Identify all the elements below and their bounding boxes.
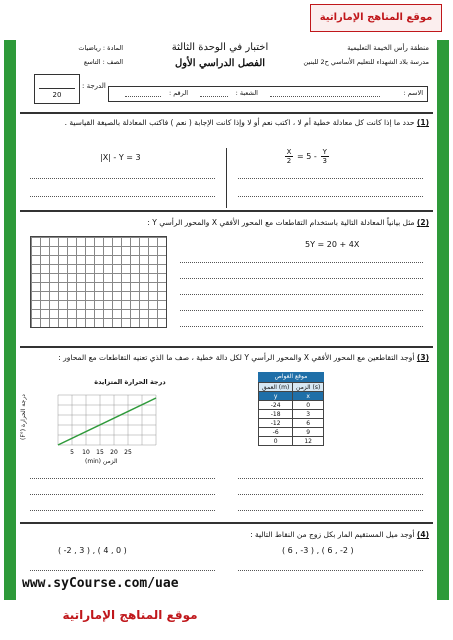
table-cell: 9 xyxy=(293,428,324,437)
logo-text: موقع المناهج الإماراتية xyxy=(319,12,433,23)
q3-xtick-3: 15 xyxy=(96,449,104,456)
table-cell: 3 xyxy=(293,410,324,419)
q1-number: (1) xyxy=(416,118,429,127)
q2-answer-line-5[interactable] xyxy=(180,326,423,327)
q3-text: أوجد التقاطعين مع المحور الأفقي X والمحور الرأسي Y لكل دالة خطية ، صف ما الذي تعنيه التقاطعات مع المحاور : xyxy=(58,353,415,362)
divider-4 xyxy=(20,522,433,524)
table-cell: -24 xyxy=(259,401,293,410)
q1-divider-vertical xyxy=(226,148,227,208)
student-info-row xyxy=(108,86,428,102)
q4-answer-line-2[interactable] xyxy=(238,570,423,571)
divider-3 xyxy=(20,346,433,348)
footer-site-name: موقع المناهج الإماراتية xyxy=(62,608,198,622)
q4-answer-line-1[interactable] xyxy=(30,570,215,571)
right-border-decoration xyxy=(437,40,449,600)
q3-diver-table xyxy=(258,382,324,446)
q3-graph-title: درجة الحرارة المتزايدة xyxy=(94,378,166,386)
table-cell: 6 xyxy=(293,419,324,428)
q4-question xyxy=(29,530,429,539)
q3-xtick-2: 10 xyxy=(82,449,90,456)
q1-question xyxy=(29,117,429,129)
table-cell: -12 xyxy=(259,419,293,428)
name-field[interactable] xyxy=(270,96,380,97)
q1-frac1-num: X xyxy=(286,148,292,156)
section-label: الشعبة : xyxy=(235,89,258,97)
number-field[interactable] xyxy=(125,96,161,97)
left-border-decoration xyxy=(4,40,16,600)
header-school: مدرسة بلاد الشهداء للتعليم الأساسي ح2 للبنين xyxy=(303,58,429,66)
q3-table-header-depth: العمق (m) xyxy=(259,383,293,392)
q3-table-header-time: الزمن (s) xyxy=(293,383,324,392)
footer-url[interactable]: www.syCourse.com/uae xyxy=(22,576,179,591)
q2-answer-line-2[interactable] xyxy=(180,278,423,279)
section-field[interactable] xyxy=(200,96,228,97)
q3-answer-line-5[interactable] xyxy=(238,494,423,495)
q4-text: أوجد ميل المستقيم المار بكل زوج من النقاط التالية : xyxy=(250,530,415,539)
q2-answer-line-1[interactable] xyxy=(180,262,423,263)
q4-pair-left: ( -2 , 3 ) , ( 4 , 0 ) xyxy=(58,546,127,555)
q3-xtick-1: 5 xyxy=(70,449,74,456)
q1-frac1-den: 2 xyxy=(286,157,292,165)
number-label: الرقم : xyxy=(168,89,188,97)
table-cell: 0 xyxy=(293,401,324,410)
q3-answer-line-6[interactable] xyxy=(238,510,423,511)
q3-xtick-5: 25 xyxy=(124,449,132,456)
divider-2 xyxy=(20,210,433,212)
q3-temperature-graph xyxy=(38,390,178,460)
q1-text: حدد ما إذا كانت كل معادلة خطية أم لا ، اكتب نعم أو لا وإذا كانت الإجابة ( نعم ) فاكتب المعادلة بالصيغة القياسية . xyxy=(64,118,415,127)
header-title-1: اختبار في الوحدة الثالثة xyxy=(171,42,269,53)
q4-pair-right: ( 6 , -3 ) , ( 6 , -2 ) xyxy=(282,546,354,555)
q1-frac2-den: 3 xyxy=(322,157,327,165)
q1-answer-line-4[interactable] xyxy=(238,196,423,197)
q4-number: (4) xyxy=(416,530,429,539)
q3-answer-line-3[interactable] xyxy=(30,510,215,511)
q3-graph-ylabel: درجة الحرارة (°F) xyxy=(20,394,27,440)
q3-xtick-4: 20 xyxy=(110,449,118,456)
q1-eq-mid: = 5 - xyxy=(297,152,317,161)
q2-answer-line-4[interactable] xyxy=(180,310,423,311)
q1-answer-line-2[interactable] xyxy=(30,196,215,197)
site-logo xyxy=(310,4,442,32)
grade-label: الصف : التاسع xyxy=(83,58,123,66)
q3-number: (3) xyxy=(416,353,429,362)
q3-question xyxy=(29,352,429,364)
header-title-2: الفصل الدراسي الأول xyxy=(174,58,266,69)
q1-frac2-num: Y xyxy=(322,148,327,156)
q3-answer-line-4[interactable] xyxy=(238,478,423,479)
q1-answer-line-1[interactable] xyxy=(30,178,215,179)
q3-table-sub-y: y xyxy=(259,392,293,401)
table-cell: 0 xyxy=(259,437,293,446)
q1-equation-right xyxy=(285,148,329,165)
q1-equation-left: |X| - Y = 3 xyxy=(100,153,141,162)
q1-answer-line-3[interactable] xyxy=(238,178,423,179)
q2-equation: 5Y = 20 + 4X xyxy=(305,240,360,249)
divider-1 xyxy=(20,112,433,114)
subject-label: المادة : رياضيات xyxy=(78,44,123,52)
q3-graph-xlabel: الزمن (min) xyxy=(85,458,118,465)
table-cell: 12 xyxy=(293,437,324,446)
q3-table-title: موقع الغواص xyxy=(258,372,324,382)
q3-table-sub-x: x xyxy=(293,392,324,401)
name-label: الاسم : xyxy=(403,89,423,97)
score-total: 20 xyxy=(52,91,62,99)
score-box xyxy=(34,74,80,104)
score-label: الدرجة : xyxy=(82,82,106,90)
q3-answer-line-1[interactable] xyxy=(30,478,215,479)
table-cell: -6 xyxy=(259,428,293,437)
q2-graph-grid[interactable] xyxy=(30,236,167,328)
header-region: منطقة رأس الخيمة التعليمية xyxy=(347,44,429,52)
q3-answer-line-2[interactable] xyxy=(30,494,215,495)
q2-number: (2) xyxy=(416,218,429,227)
q2-question xyxy=(29,218,429,227)
table-cell: -18 xyxy=(259,410,293,419)
q2-answer-line-3[interactable] xyxy=(180,294,423,295)
q2-text: مثل بيانياً المعادلة التالية باستخدام التقاطعات مع المحور الأفقي X والمحور الرأسي Y : xyxy=(147,218,415,227)
